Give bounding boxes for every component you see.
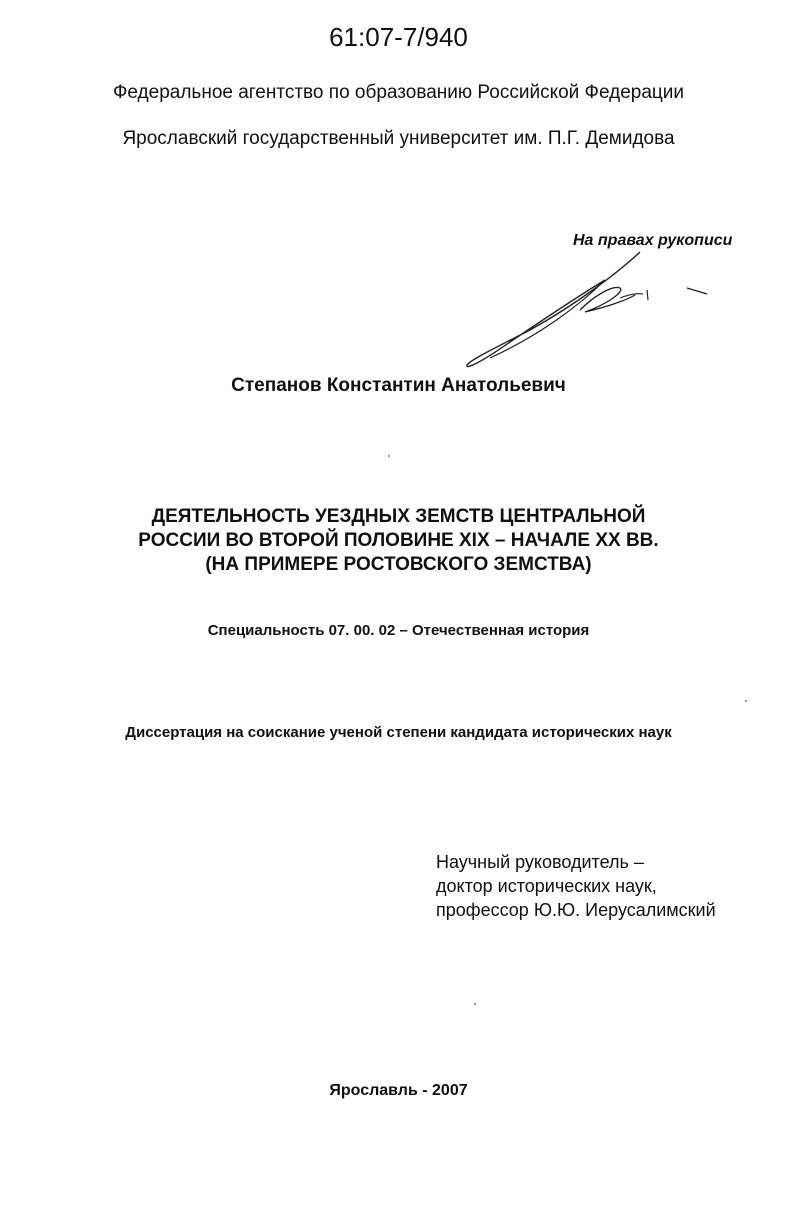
university-name: Ярославский государственный университет им. П.Г. Демидова [122, 128, 675, 149]
rights-note: На правах рукописи [573, 232, 733, 249]
dissertation-title [0, 505, 797, 577]
title-line: ДЕЯТЕЛЬНОСТЬ УЕЗДНЫХ ЗЕМСТВ ЦЕНТРАЛЬНОЙ [151, 506, 646, 527]
supervisor-name: профессор Ю.Ю. Иерусалимский [436, 900, 716, 920]
catalog-number: 61:07-7/940 [329, 22, 468, 52]
title-line: РОССИИ ВО ВТОРОЙ ПОЛОВИНЕ XIX – НАЧАЛЕ XX ВВ. [138, 530, 659, 551]
supervisor-role: Научный руководитель – [436, 852, 644, 872]
specialty-line: Специальность 07. 00. 02 – Отечественная история [207, 622, 590, 639]
supervisor-block [436, 850, 716, 922]
scan-speck [388, 455, 390, 457]
scan-speck [474, 1003, 476, 1005]
author-name: Степанов Константин Анатольевич [231, 375, 566, 396]
signature-mark [455, 250, 715, 375]
place-year: Ярославль - 2007 [329, 1082, 468, 1099]
title-line: (НА ПРИМЕРЕ РОСТОВСКОГО ЗЕМСТВА) [205, 554, 592, 575]
supervisor-degree: доктор исторических наук, [436, 876, 657, 896]
agency-name: Федеральное агентство по образованию Российской Федерации [112, 82, 685, 103]
scan-speck [745, 700, 747, 702]
dissertation-degree-line: Диссертация на соискание ученой степени кандидата исторических наук [125, 724, 672, 741]
